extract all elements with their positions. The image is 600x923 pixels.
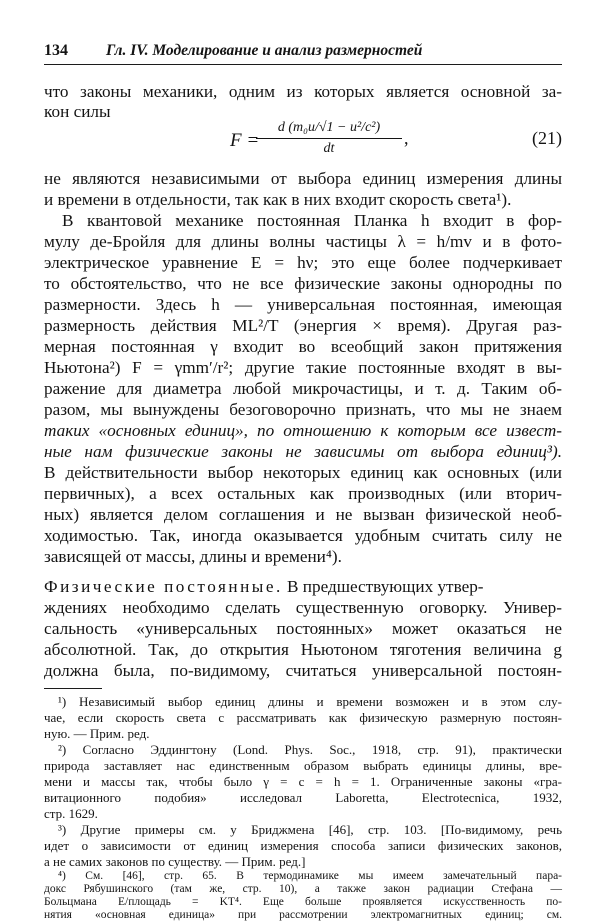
body-line: размерность действия ML²/T (энергия × время). Другая раз-: [44, 316, 562, 335]
equation-21: [44, 118, 562, 158]
equation-lhs: F =: [230, 130, 260, 151]
body-line: абсолютной. Так, до открытия Ньютоном тяготения величина g: [44, 640, 562, 659]
body-line: В действительности выбор некоторых единиц как основных (или: [44, 463, 562, 482]
body-line: должна была, по-видимому, считаться универсальной постоян-: [44, 661, 562, 680]
footnote-line: а не самих законов по существу. — Прим. ред.]: [44, 854, 306, 869]
footnote-line: стр. 1629.: [44, 806, 98, 821]
body-text: В предшествующих утвер-: [282, 577, 484, 596]
footnote-line: ³) Другие примеры см. у Бриджмена [46], стр. 103. [По-видимому, речь: [58, 822, 562, 837]
footnote-line: витационного подобия» исследовал Laboretta, Electrotecnica, 1932,: [44, 790, 562, 805]
page-number: 134: [44, 42, 68, 59]
section-heading: Физические постоянные.: [44, 577, 283, 596]
equation-number: (21): [532, 128, 562, 148]
body-line: размерности. Здесь h — универсальная постоянная, имеющая: [44, 295, 562, 314]
footnote-line: ¹) Независимый выбор единиц длины и времени возможен и в этом слу-: [58, 694, 562, 709]
body-line: что законы механики, одним из которых является основной за-: [44, 82, 562, 101]
body-line: зависящей от массы, длины и времени⁴).: [44, 547, 342, 566]
body-line: и времени в отдельности, так как в них входит скорость света¹).: [44, 190, 512, 209]
body-line: мулу де-Бройля для длины волны частицы λ = h/mv и в фото-: [44, 232, 562, 251]
running-header: [44, 38, 562, 65]
body-line: кон силы: [44, 102, 111, 121]
equation-denominator: dt: [323, 141, 335, 156]
fraction-bar: [256, 138, 402, 139]
footnote-line: ⁴) См. [46], стр. 65. В термодинамике мы имеем замечательный пара-: [58, 870, 562, 882]
equation-numerator: d (m₀u/√1 − u²/c²): [277, 120, 381, 135]
footnote-line: докс Рябушинского (там же, стр. 10), а также закон радиации Стефана —: [44, 883, 562, 895]
body-line-italic: ные нам физические законы не зависимы от выбора единиц³).: [44, 442, 562, 461]
footnote-line: ²) Согласно Эддингтону (Lond. Phys. Soc., 1918, стр. 91), практически: [58, 742, 562, 757]
body-line: то обстоятельство, что не все физические законы однородны по: [44, 274, 562, 293]
body-line: первичных), а всех остальных как производных (или вторич-: [44, 484, 562, 503]
body-line: электрическое уравнение E = hν; это еще более подчеркивает: [44, 253, 562, 272]
footnote-line: мени и массы так, чтобы было γ = c = h = 1. Ограниченные законы «гра-: [44, 774, 562, 789]
footnote-line: чае, если скорость света c рассматривать как физическую размерную постоян-: [44, 710, 562, 725]
body-line: мерная постоянная γ входит во всеобщий закон притяжения: [44, 337, 562, 356]
body-line: не являются независимыми от выбора единиц измерения длины: [44, 169, 562, 188]
footnote-line: нятия «основная единица» при рассмотрении электромагнитных единиц; см.: [44, 909, 562, 921]
body-line: ходимостью. Так, иногда оказывается удобным считать силу не: [44, 526, 562, 545]
body-line: ных) является делом соглашения и не вызван физической необ-: [44, 505, 562, 524]
body-line: ражение для диаметра любой микрочастицы, и т. д. Таким об-: [44, 379, 562, 398]
equation-fraction: [256, 118, 402, 157]
body-line: Ньютона²) F = γmm′/r²; другие такие постоянные входят в вы-: [44, 358, 562, 377]
section-paragraph-start: [44, 576, 562, 597]
body-line: ждениях необходимо сделать существенную оговорку. Универ-: [44, 598, 562, 617]
body-line: В квантовой механике постоянная Планка h входит в фор-: [62, 211, 562, 230]
footnote-line: природа заставляет нас единственным образом выбрать единицы длины, вре-: [44, 758, 562, 773]
footnote-line: идет о зависимости от единиц измерения способа записи физических законов,: [44, 838, 562, 853]
body-line-italic: таких «основных единиц», по отношению к которым все извест-: [44, 421, 562, 440]
body-line: сальность «универсальных постоянных» может оказаться не: [44, 619, 562, 638]
equation-comma: ,: [404, 128, 409, 148]
running-title: Гл. IV. Моделирование и анализ размерностей: [106, 42, 423, 59]
body-line: разом, мы вынуждены безоговорочно признать, что мы не знаем: [44, 400, 562, 419]
footnote-line: ную. — Прим. ред.: [44, 726, 150, 741]
footnote-line: Больцмана E/площадь = KT⁴. Еще больше проявляется искусственность по-: [44, 896, 562, 908]
footnote-rule: [44, 688, 102, 689]
